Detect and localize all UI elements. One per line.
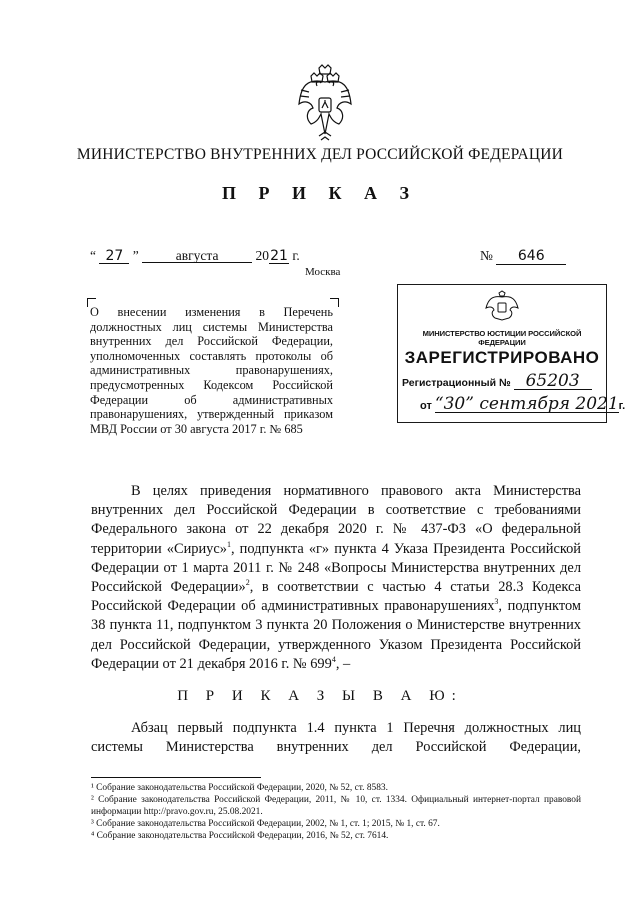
number-label: № [480, 248, 493, 263]
footnote-ref-4: 4 [331, 655, 336, 665]
date-month: августа [142, 249, 252, 263]
date-day: 27 [99, 250, 129, 264]
coat-of-arms-icon [297, 64, 353, 144]
date-open-quote: “ [90, 248, 96, 263]
order-date [90, 248, 300, 264]
footnote-1: ¹ Собрание законодательства Российской Федерации, 2020, № 52, ст. 8583. [91, 783, 388, 793]
preamble-part-5: , – [335, 655, 351, 672]
footnote-3: ³ Собрание законодательства Российской Федерации, 2002, № 1, ст. 1; 2015, № 1, ст. 67. [91, 819, 440, 829]
operative-line-2: системы Министерства внутренних дел Российской Федерации, [91, 739, 581, 756]
footnote-2: ² Собрание законодательства Российской Федерации, 2011, № 10, ст. 1334. Официальный интернет-портал правовой информации http://pravo.gov.ru, 25.08.2021. [91, 795, 581, 817]
order-number [480, 248, 566, 265]
footnote-ref-2: 2 [245, 578, 250, 588]
stamp-date-suffix: г. [618, 400, 626, 412]
footnote-ref-3: 3 [494, 597, 499, 607]
footnote-separator [91, 777, 261, 778]
preamble-part-4: , подпунктом 38 пункта 11, подпунктом 3 пункта 20 Положения о Министерстве внутренних дел Российской Федерации, утвержденного Указом Президента Российской Федерации от 21 декабря 2016 г. № 699 [91, 598, 581, 672]
preamble-part-1: В целях приведения нормативного правового акта Министерства внутренних дел Российской Федерации в соответствие с требованиями Федерального закона от 22 декабря 2020 г. № 437-ФЗ «О федеральной территории «Сириус» [91, 483, 581, 557]
preamble-paragraph [91, 482, 581, 674]
stamp-coat-of-arms-icon [485, 290, 519, 322]
preamble-part-3: , в соответствии с частью 4 статьи 28.3 Кодекса Российской Федерации об административных правонарушениях [91, 579, 581, 615]
stamp-reg-label: Регистрационный № [402, 377, 511, 389]
document-title: П Р И К А З [221, 183, 419, 203]
stamp-date-value: “30” сентября 2021 [434, 394, 619, 414]
date-close-quote: ” [132, 248, 139, 263]
stamp-registered: ЗАРЕГИСТРИРОВАНО [404, 348, 600, 367]
stamp-date [420, 396, 625, 413]
order-subject [90, 305, 333, 436]
footnote-ref-1: 1 [226, 539, 231, 549]
city: Москва [305, 266, 341, 278]
date-suffix: г. [292, 248, 300, 263]
stamp-registration-number [402, 373, 592, 390]
subject-text: О внесении изменения в Перечень должностных лиц системы Министерства внутренних дел Российской Федерации, уполномоченных составлять протоколы об административных правонарушениях, предусмотренных Кодексом Российской Федерации об административных правонарушениях, утвержденный приказом МВД России от 30 августа 2017 г. № 685 [90, 305, 333, 436]
registration-stamp [397, 284, 626, 423]
number-value: 646 [496, 248, 566, 265]
footnote-4: ⁴ Собрание законодательства Российской Федерации, 2016, № 52, ст. 7614. [91, 831, 389, 841]
stamp-date-prefix: от [420, 400, 432, 412]
operative-line-1: Абзац первый подпункта 1.4 пункта 1 Перечня должностных лиц [131, 720, 581, 736]
footnotes [91, 782, 581, 842]
stamp-ministry: МИНИСТЕРСТВО ЮСТИЦИИ РОССИЙСКОЙ ФЕДЕРАЦИИ [422, 329, 582, 347]
operative-paragraph [91, 719, 581, 757]
preamble [91, 482, 581, 674]
date-century: 20 [255, 248, 269, 263]
stamp-reg-number: 65203 [514, 373, 592, 390]
date-year: 21 [270, 248, 288, 264]
ministry-name: МИНИСТЕРСТВО ВНУТРЕННИХ ДЕЛ РОССИЙСКОЙ ФЕДЕРАЦИИ [76, 146, 564, 163]
preamble-part-2: , подпункта «г» пункта 4 Указа Президента Российской Федерации от 1 марта 2011 г. № 248 «Вопросы Министерства внутренних дел Российской Федерации» [91, 540, 581, 596]
order-directive-heading: П Р И К А З Ы В А Ю: [177, 688, 463, 704]
